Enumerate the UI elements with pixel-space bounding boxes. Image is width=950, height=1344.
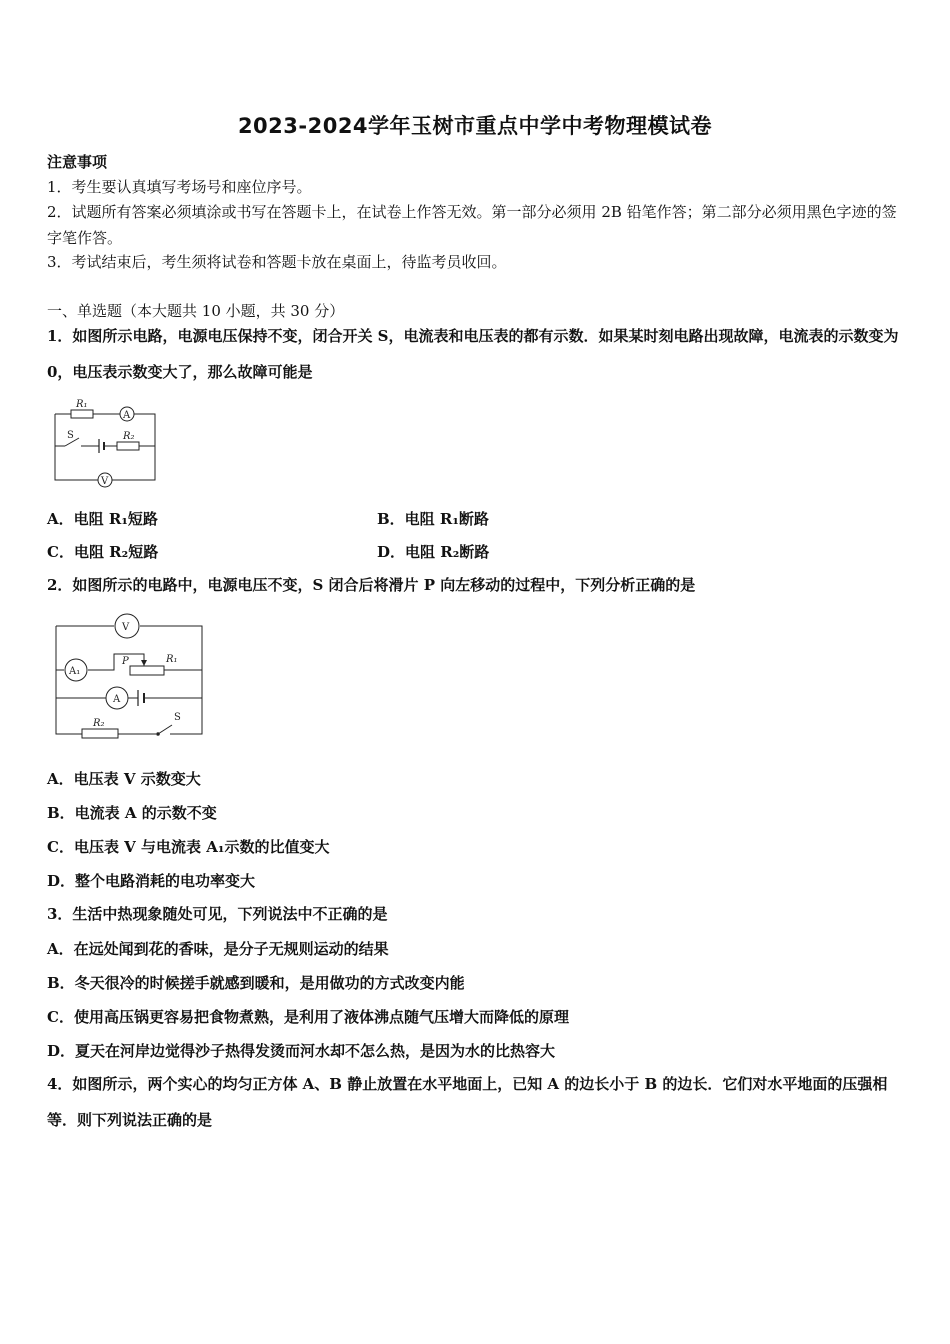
section-heading: 一、单选题（本大题共 10 小题，共 30 分）	[47, 302, 345, 320]
q1-label-r1: R₁	[76, 399, 88, 410]
q1-label-ammeter: A	[123, 410, 131, 421]
q1-r1-resistor	[71, 410, 93, 418]
q3-option-d: D．夏天在河岸边觉得沙子热得发烫而河水却不怎么热，是因为水的比热容大	[47, 1042, 556, 1060]
q2-label-a: A	[113, 694, 121, 705]
notice-item-3: 3．考试结束后，考生须将试卷和答题卡放在桌面上，待监考员收回。	[47, 253, 507, 271]
q4-stem: 4．如图所示，两个实心的均匀正方体 A、B 静止放置在水平地面上，已知 A 的边长小于 B 的边长．它们对水平地面的压强相等．则下列说法正确的是	[47, 1075, 888, 1129]
notice-item-1: 1．考生要认真填写考场号和座位序号。	[47, 178, 312, 196]
q3-option-c: C．使用高压锅更容易把食物煮熟，是利用了液体沸点随气压增大而降低的原理	[47, 1008, 569, 1026]
notice-item-2: 2．试题所有答案必须填涂或书写在答题卡上，在试卷上作答无效。第一部分必须用 2B 铅笔作答；第二部分必须用黑色字迹的签字笔作答。	[47, 203, 897, 247]
q2-circuit-diagram	[48, 608, 208, 743]
q2-label-r2: R₂	[93, 718, 105, 729]
q3-option-a: A．在远处闻到花的香味，是分子无规则运动的结果	[47, 940, 389, 958]
q1-option-c: C．电阻 R₂短路	[47, 543, 159, 561]
q1-stem: 1．如图所示电路，电源电压保持不变，闭合开关 S，电流表和电压表的都有示数．如果某时刻电路出现故障，电流表的示数变为 0，电压表示数变大了，那么故障可能是	[47, 327, 899, 381]
q1-option-d: D．电阻 R₂断路	[377, 543, 490, 561]
notice-heading: 注意事项	[47, 153, 108, 171]
q2-option-b: B．电流表 A 的示数不变	[47, 804, 217, 822]
q1-label-voltmeter: V	[101, 476, 109, 487]
q2-label-a1: A₁	[69, 666, 81, 677]
q1-label-switch: S	[67, 430, 74, 441]
q2-stem: 2．如图所示的电路中，电源电压不变，S 闭合后将滑片 P 向左移动的过程中，下列分析正确的是	[47, 576, 696, 594]
q1-label-r2: R₂	[123, 431, 135, 442]
q2-option-d: D．整个电路消耗的电功率变大	[47, 872, 256, 890]
q2-label-v: V	[122, 622, 130, 633]
q1-r2-resistor	[117, 442, 139, 450]
q2-r2-resistor	[82, 729, 118, 738]
q2-label-s: S	[174, 712, 181, 723]
q2-label-r1: R₁	[166, 654, 178, 665]
page-title: 2023-2024学年玉树市重点中学中考物理模试卷	[237, 114, 713, 138]
q2-option-c: C．电压表 V 与电流表 A₁示数的比值变大	[47, 838, 330, 856]
q2-r1-rheostat	[130, 666, 164, 675]
q3-stem: 3．生活中热现象随处可见，下列说法中不正确的是	[47, 905, 388, 923]
q1-option-a: A．电阻 R₁短路	[47, 510, 158, 528]
q1-option-b: B．电阻 R₁断路	[377, 510, 489, 528]
q1-circuit-diagram	[47, 396, 162, 491]
q3-option-b: B．冬天很冷的时候搓手就感到暖和，是用做功的方式改变内能	[47, 974, 465, 992]
q2-option-a: A．电压表 V 示数变大	[47, 770, 201, 788]
q2-label-p: P	[122, 656, 129, 667]
